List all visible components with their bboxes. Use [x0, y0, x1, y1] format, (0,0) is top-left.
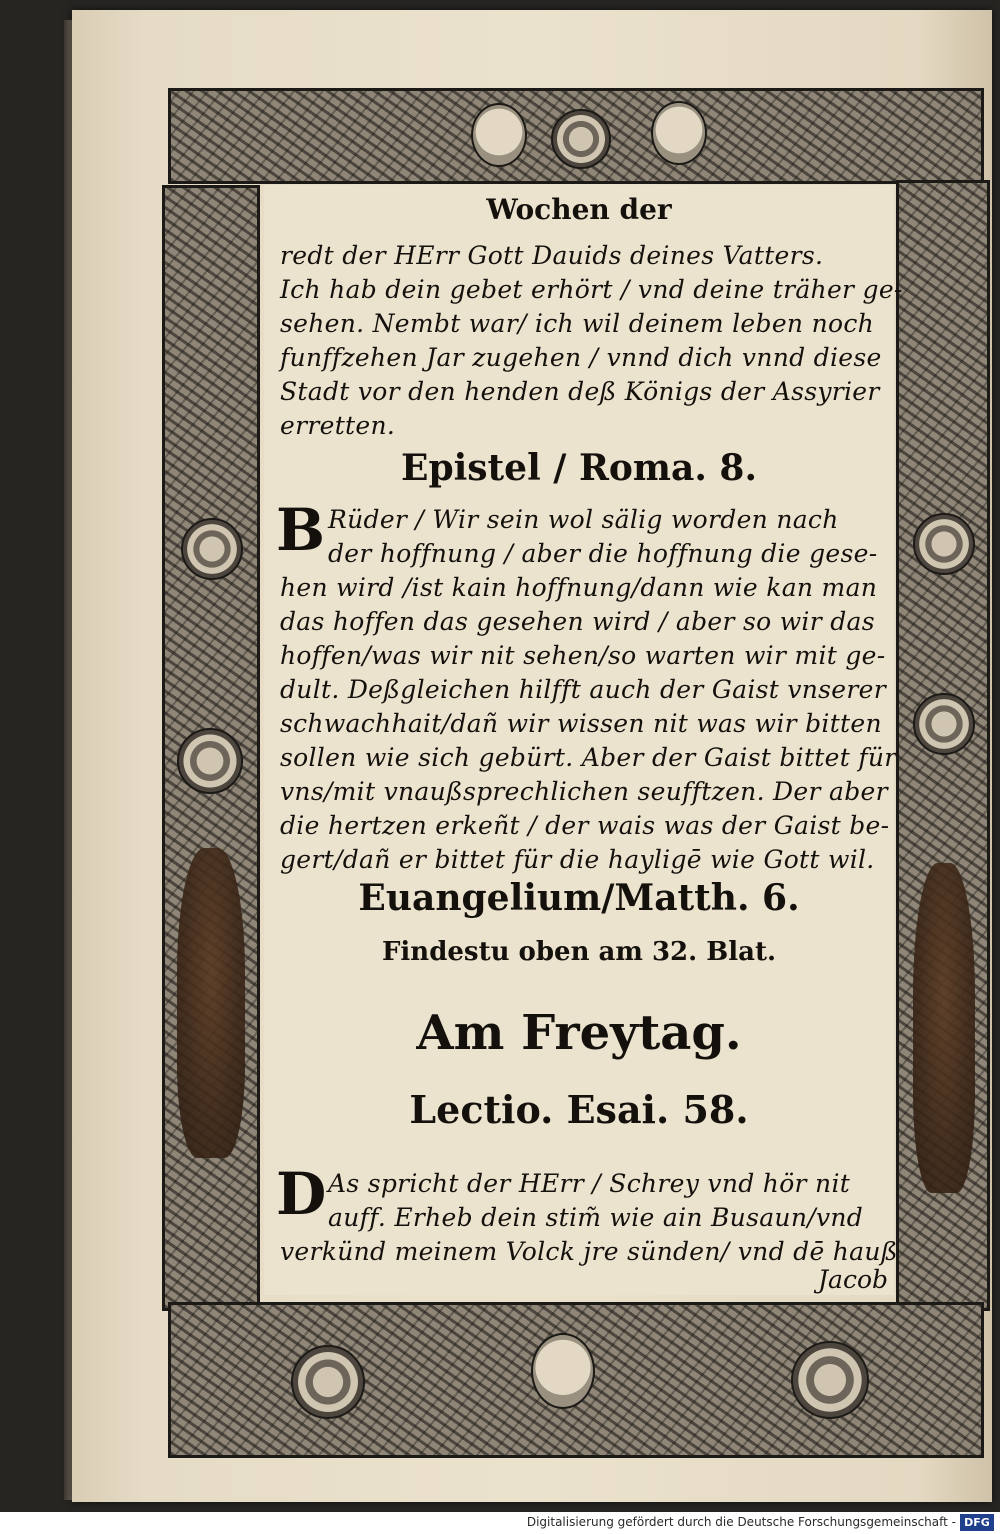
epistel-heading: Epistel / Roma. 8.: [401, 447, 757, 489]
text-line: verkünd meinem Volck jre sünden/ vnd dē hauß: [280, 1237, 898, 1266]
wheel-ornament: [791, 1341, 869, 1419]
funding-credit: Digitalisierung gefördert durch die Deutsche Forschungsgemeinschaft -: [526, 1515, 956, 1529]
text-line: die hertzen erkeñt / der wais was der Gaist be-: [280, 811, 890, 840]
scroll-ornament: [913, 513, 975, 575]
text-line: gert/dañ er bittet für die hayligē wie Gott wil.: [280, 845, 875, 874]
woodcut-border-top: [168, 88, 984, 184]
woodcut-border-bottom: [168, 1302, 984, 1458]
text-line: dult. Deßgleichen hilfft auch der Gaist vnserer: [280, 675, 886, 704]
roundel-ornament: [551, 109, 611, 169]
figure-ornament: [177, 848, 245, 1158]
dfg-logo: DFG: [960, 1514, 994, 1531]
text-line: hen wird /ist kain hoffnung/dann wie kan man: [280, 573, 878, 602]
scroll-ornament: [181, 518, 243, 580]
day-heading: Am Freytag.: [416, 1005, 742, 1061]
woodcut-border-right: [896, 180, 990, 1311]
text-line: der hoffnung / aber die hoffnung die gese-: [328, 539, 878, 568]
text-line: sehen. Nembt war/ ich wil deinem leben noch: [280, 309, 875, 338]
catchword: Jacob: [818, 1265, 888, 1294]
cross-reference: Findestu oben am 32. Blat.: [381, 937, 777, 967]
text-line: auff. Erheb dein stim̃ wie ain Busaun/vnd: [328, 1203, 864, 1232]
text-block: [264, 185, 903, 1295]
text-line: sollen wie sich gebürt. Aber der Gaist bittet für: [280, 743, 897, 772]
scroll-ornament: [913, 693, 975, 755]
woodcut-border-left: [162, 185, 260, 1311]
wheel-ornament: [291, 1345, 365, 1419]
lectio-heading: Lectio. Esai. 58.: [409, 1087, 749, 1132]
text-line: As spricht der HErr / Schrey vnd hör nit: [328, 1169, 851, 1198]
text-line: Rüder / Wir sein wol sälig worden nach: [328, 505, 839, 534]
drop-initial: D: [276, 1160, 327, 1228]
text-line: hoffen/was wir nit sehen/so warten wir mit ge-: [280, 641, 886, 670]
text-line: Stadt vor den henden deß Königs der Assyrier: [280, 377, 880, 406]
cherub-face-ornament: [471, 103, 527, 167]
text-line: das hoffen das gesehen wird / aber so wir das: [280, 607, 875, 636]
drop-initial: B: [276, 496, 326, 564]
running-head: Wochen der: [486, 193, 672, 226]
text-line: Ich hab dein gebet erhört / vnd deine träher ge-: [280, 275, 903, 304]
evangelium-heading: Euangelium/Matth. 6.: [358, 877, 800, 919]
scroll-ornament: [177, 728, 243, 794]
mask-face-ornament: [531, 1333, 595, 1409]
cherub-face-ornament: [651, 101, 707, 165]
text-line: erretten.: [280, 411, 396, 440]
text-line: schwachhait/dañ wir wissen nit was wir bitten: [280, 709, 882, 738]
figure-ornament: [913, 863, 975, 1193]
text-line: funffzehen Jar zugehen / vnnd dich vnnd diese: [280, 343, 882, 372]
footer-bar: [0, 1512, 1000, 1534]
text-line: redt der HErr Gott Dauids deines Vatters.: [280, 241, 824, 270]
text-line: vns/mit vnaußsprechlichen seufftzen. Der aber: [280, 777, 888, 806]
